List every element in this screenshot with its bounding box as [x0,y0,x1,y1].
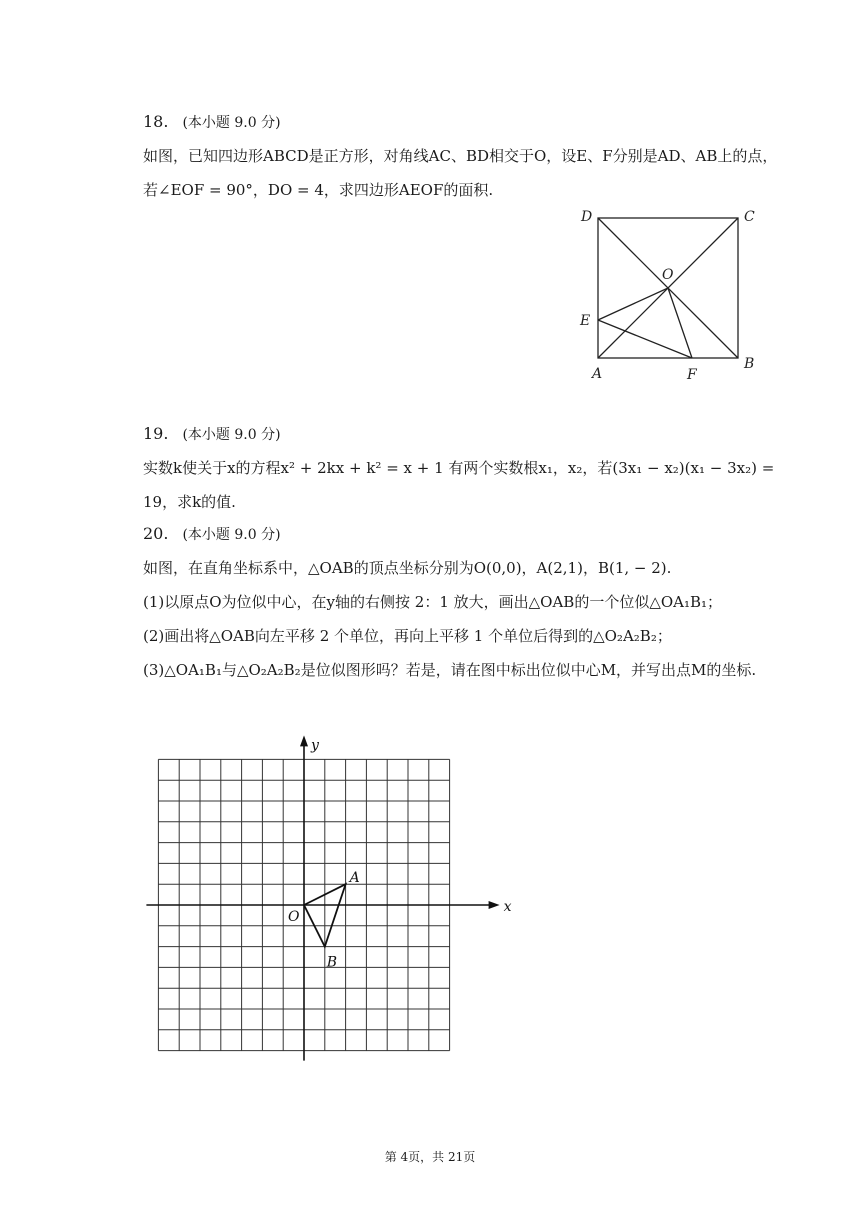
q18-points: (本小题 9.0 分) [182,115,281,131]
x-axis-arrow-icon [489,901,500,909]
y-axis-label: y [311,737,319,754]
q20-header [143,524,281,545]
label-e: E [580,313,591,329]
q20-number: 20. [143,524,169,543]
q20-text-line4: (3)△OA₁B₁与△O₂A₂B₂是位似图形吗？若是，请在图中标出位似中心M，并写出点M的坐标. [143,661,757,679]
x-axis-label: x [503,899,512,915]
origin-label: O [288,909,300,925]
y-axis-arrow-icon [300,735,308,746]
coordinate-grid-figure [140,725,520,1075]
q19-number: 19. [143,424,169,443]
q20-points: (本小题 9.0 分) [182,527,281,543]
q19-text-line2: 19，求k的值. [143,493,236,511]
segment-of [668,288,692,358]
label-b: B [744,356,755,372]
q18-text-line1: 如图，已知四边形ABCD是正方形，对角线AC、BD相交于O，设E、F分别是AD、AB上的点， [143,147,778,165]
label-d: D [581,209,593,225]
point-a-label: A [349,870,360,887]
axes [146,741,491,1060]
q18-text-line2: 若∠EOF = 90°，DO = 4，求四边形AEOF的面积. [143,181,494,199]
segment-oe [598,288,668,320]
label-f: F [687,367,697,383]
q18-number: 18. [143,112,169,131]
q18-square-figure [570,200,770,390]
page-footer: 第 4页，共 21页 [384,1150,476,1164]
label-o: O [662,267,674,283]
q20-text-line3: (2)画出将△OAB向左平移 2 个单位，再向上平移 1 个单位后得到的△O₂A₂B₂； [143,627,672,645]
q19-text-line1: 实数k使关于x的方程x² + 2kx + k² = x + 1 有两个实数根x₁，x₂，若(3x₁ − x₂)(x₁ − 3x₂) = [143,459,775,477]
label-c: C [744,209,755,225]
q18-header [143,112,281,133]
point-b-label: B [326,954,338,971]
q20-text-line1: 如图，在直角坐标系中，△OAB的顶点坐标分别为O(0,0)，A(2,1)，B(1, − 2). [143,559,672,577]
segment-ef [598,320,692,358]
q19-points: (本小题 9.0 分) [182,427,281,443]
q20-text-line2: (1)以原点O为位似中心，在y轴的右侧按 2：1 放大，画出△OAB的一个位似△OA₁B₁； [143,593,723,611]
q19-header [143,424,281,445]
label-a: A [592,366,603,382]
